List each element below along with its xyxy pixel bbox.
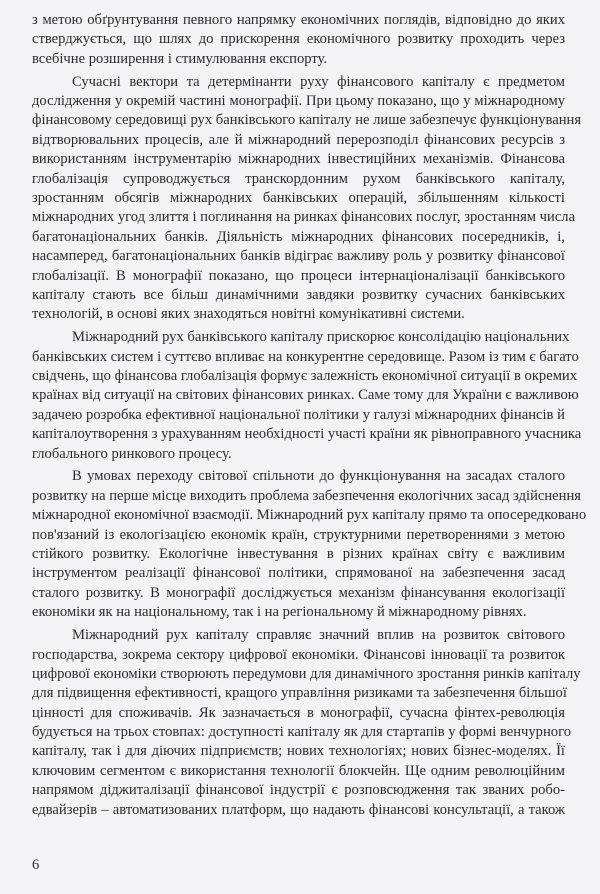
text-line: глобального ринкового процесу.: [32, 445, 232, 462]
text-line: стверджується, що шлях до прискорення економічного розвитку проходить через: [32, 31, 565, 48]
text-line: всебічне розширення і стимулювання експорту.: [32, 50, 328, 67]
text-line: дослідження у окремій частині монографії. При цьому показано, що у міжнародному: [32, 93, 565, 110]
text-line: глобалізації. В монографії показано, що процеси інтернаціоналізації банківського: [32, 267, 565, 284]
paragraph: [32, 467, 587, 622]
text-line: відтворювальних процесів, але й міжнародний перерозподіл фінансових ресурсів з: [32, 131, 565, 148]
text-line: Міжнародний рух банківського капіталу прискорює консолідацію національних: [72, 329, 570, 346]
text-line: напрямом діджиталізації фінансової індустрії є розповсюдження так званих робо-: [32, 782, 565, 799]
text-line: стійкого розвитку. Екологічне інвестування в різних країнах світу є важливим: [32, 546, 565, 563]
paragraph: [32, 328, 582, 464]
text-line: будується на трьох стовпах: доступності капіталу як для стартапів у формі венчурного: [32, 724, 571, 741]
text-line: цінності для споживачів. Як зазначається в монографії, сучасна фінтех-революція: [32, 704, 565, 721]
text-line: розвитку на перше місце виходить проблема забезпечення екологічних засад здійснення: [32, 487, 581, 504]
text-line: банківських систем і суттєво впливає на конкурентне середовище. Разом із тим є багато: [32, 348, 579, 365]
text-line: капіталу, так і для діючих підприємств; нових технологіях; нових бізнес-моделях. Її: [32, 743, 565, 760]
text-line: міжнародної економічної взаємодії. Міжнародний рух капіталу прямо та опосередковано: [32, 507, 587, 524]
text-line: Сучасні вектори та детермінанти руху фінансового капіталу є предметом: [72, 73, 565, 90]
text-line: з метою обґрунтування певного напрямку економічних поглядів, відповідно до яких: [32, 12, 565, 28]
text-line: Міжнародний рух капіталу справляє значний вплив на розвиток світового: [72, 627, 565, 644]
text-line: зростанням обсягів міжнародних банківських операцій, збільшенням кількості: [32, 190, 565, 207]
text-line: насамперед, багатонаціональних банків відіграє важливу роль у розвитку фінансової: [32, 248, 565, 265]
text-line: глобалізація супроводжується транскордонним рухом банківського капіталу,: [32, 170, 565, 187]
text-line: едвайзерів – автоматизованих платформ, що надають фінансові консультації, а також: [32, 801, 565, 818]
text-line: пов'язаний із екологізацією економік країн, структурними перетвореннями з метою: [32, 526, 565, 543]
text-line: свідчень, що фінансова глобалізація формує залежність економічної ситуації в окремих: [32, 368, 578, 385]
text-line: цифрової економіки створюють передумови для динамічного зростання ринків капіталу: [32, 665, 581, 682]
text-line: господарства, зокрема сектору цифрової економіки. Фінансові інновації та розвиток: [32, 646, 565, 663]
text-line: капіталу стають все більш динамічними завдяки розвитку сучасних банківських: [32, 286, 565, 303]
text-line: використанням інструментарію міжнародних інвестиційних механізмів. Фінансова: [32, 151, 565, 168]
text-line: економіки як на національному, так і на регіональному й міжнародному рівнях.: [32, 604, 527, 621]
text-line: фінансовому середовищі рух банківського капіталу не лише забезпечує функціонування: [32, 112, 582, 129]
paragraph: [32, 73, 582, 325]
text-line: для підвищення ефективності, кращого управління ризиками та забезпечення більшої: [32, 685, 567, 702]
document-body: [32, 11, 587, 824]
text-line: задачею розробка ефективної національної політики у галузі міжнародних фінансів й: [32, 406, 565, 423]
text-line: міжнародних угод злиття і поглинання на ринках фінансових послуг, зростанням числа: [32, 209, 576, 226]
text-line: капіталоутворення з урахуванням необхідності участі країни як рівноправного учасника: [32, 426, 582, 443]
text-line: сталого розвитку. В монографії досліджується механізм фінансування екологізації: [32, 584, 565, 601]
paragraph: [32, 626, 581, 820]
text-line: ключовим сегментом є використання технології блокчейн. Ще одним революційним: [32, 762, 565, 779]
text-line: технологій, в основі яких знаходяться новітні комунікативні системи.: [32, 306, 465, 323]
text-line: країнах від ситуації на світових фінансових ринках. Саме тому для України є важливою: [32, 387, 579, 404]
page-number: 6: [32, 857, 40, 873]
text-line: інструментом реалізації фінансової політики, спрямованої на забезпечення засад: [32, 565, 565, 582]
text-line: В умовах переходу світової спільноти до функціонування на засадах сталого: [72, 468, 565, 485]
text-line: багатонаціональних банків. Діяльність міжнародних фінансових посередників, і,: [32, 228, 565, 245]
paragraph: [32, 11, 565, 69]
